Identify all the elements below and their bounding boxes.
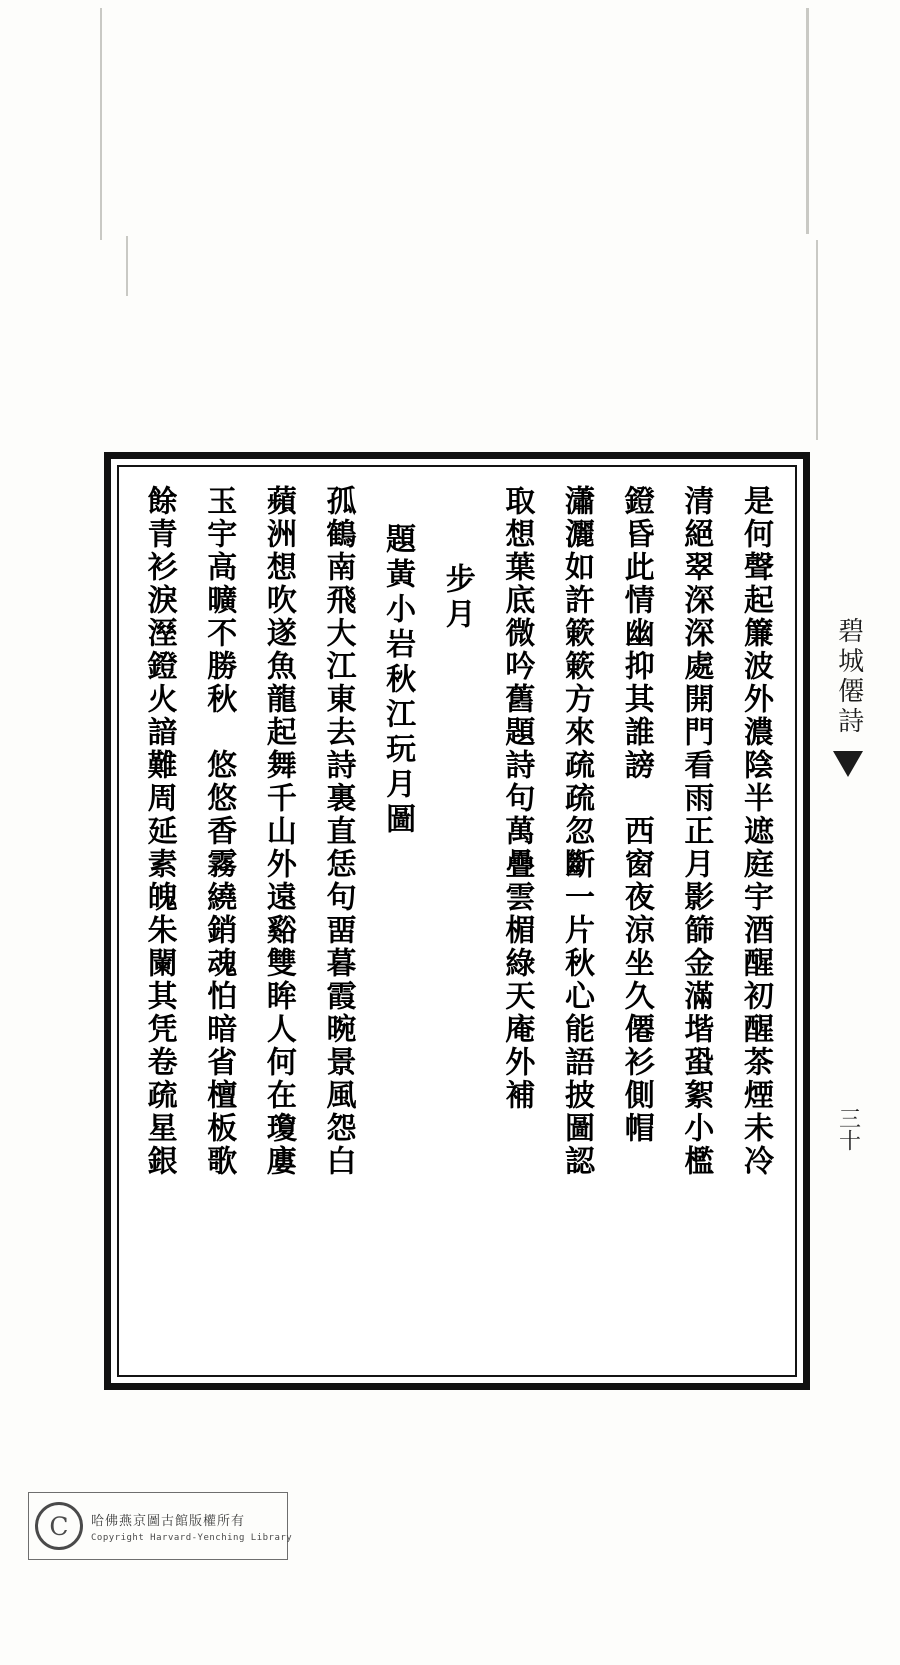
column-text-5: 取想葉底微吟舊題詩句萬疊雲楣綠天庵外補 [499,485,535,1112]
spine-volume-mark: 三十 [835,1107,861,1151]
spine-book-title: 碧城僊詩 [833,617,864,737]
text-column [666,479,726,1367]
poem-title-bu-yue: 步月 [439,563,475,633]
column-text-11: 餘青衫淚溼鐙火諳難周延素魄朱闌其凭卷疏星銀 [141,485,177,1178]
column-text-2: 清絕翠深深處開門看雨正月影篩金滿堦蛩絮小檻 [678,485,714,1178]
scan-artifact-line-right-lower [816,240,818,440]
scan-artifact-line-mid [126,236,128,296]
stamp-english-text: Copyright Harvard-Yenching Library [91,1532,293,1543]
center-fold-banxin [805,467,891,1375]
poem-title-ti-huang-xiaoyan: 題黃小岩秋江玩月圖 [380,523,416,838]
library-copyright-stamp [28,1492,293,1560]
column-text-9: 蘋洲想吹遂魚龍起舞千山外遠谿雙眸人何在瓊廔 [260,485,296,1178]
text-column [546,479,606,1367]
text-block-inner-border [117,465,864,1377]
copyright-icon: C [35,1502,83,1550]
column-text-4: 瀟灑如許簌簌方來疏疏忽斷一片秋心能語披圖認 [559,485,595,1178]
text-column [368,479,428,1367]
column-text-1: 是何聲起簾波外濃陰半遮庭宇酒醒初醒茶煙未冷 [737,485,773,1178]
vertical-text-columns [119,467,795,1375]
column-text-3: 鐙昏此情幽抑其誰謗 西窗夜涼坐久僊衫側帽 [618,485,654,1145]
text-column [189,479,249,1367]
column-text-8: 孤鶴南飛大江東去詩裏直恁句畱暮霞晼景風怨白 [320,485,356,1178]
stamp-chinese-text: 哈佛燕京圖古館版權所有 [91,1513,246,1529]
text-column [487,479,547,1367]
text-column [129,479,189,1367]
woodblock-text-frame [104,452,864,1390]
text-column [427,479,487,1367]
text-column [248,479,308,1367]
text-column [725,479,785,1367]
scan-artifact-line-top-left [100,8,102,240]
text-column [308,479,368,1367]
text-column [606,479,666,1367]
column-text-10: 玉宇高曠不勝秋 悠悠香霧繞銷魂怕暗省檀板歌 [201,485,237,1178]
scan-artifact-line-top-right [806,8,809,234]
stamp-text-lines [91,1510,292,1543]
fish-tail-icon [833,751,863,777]
